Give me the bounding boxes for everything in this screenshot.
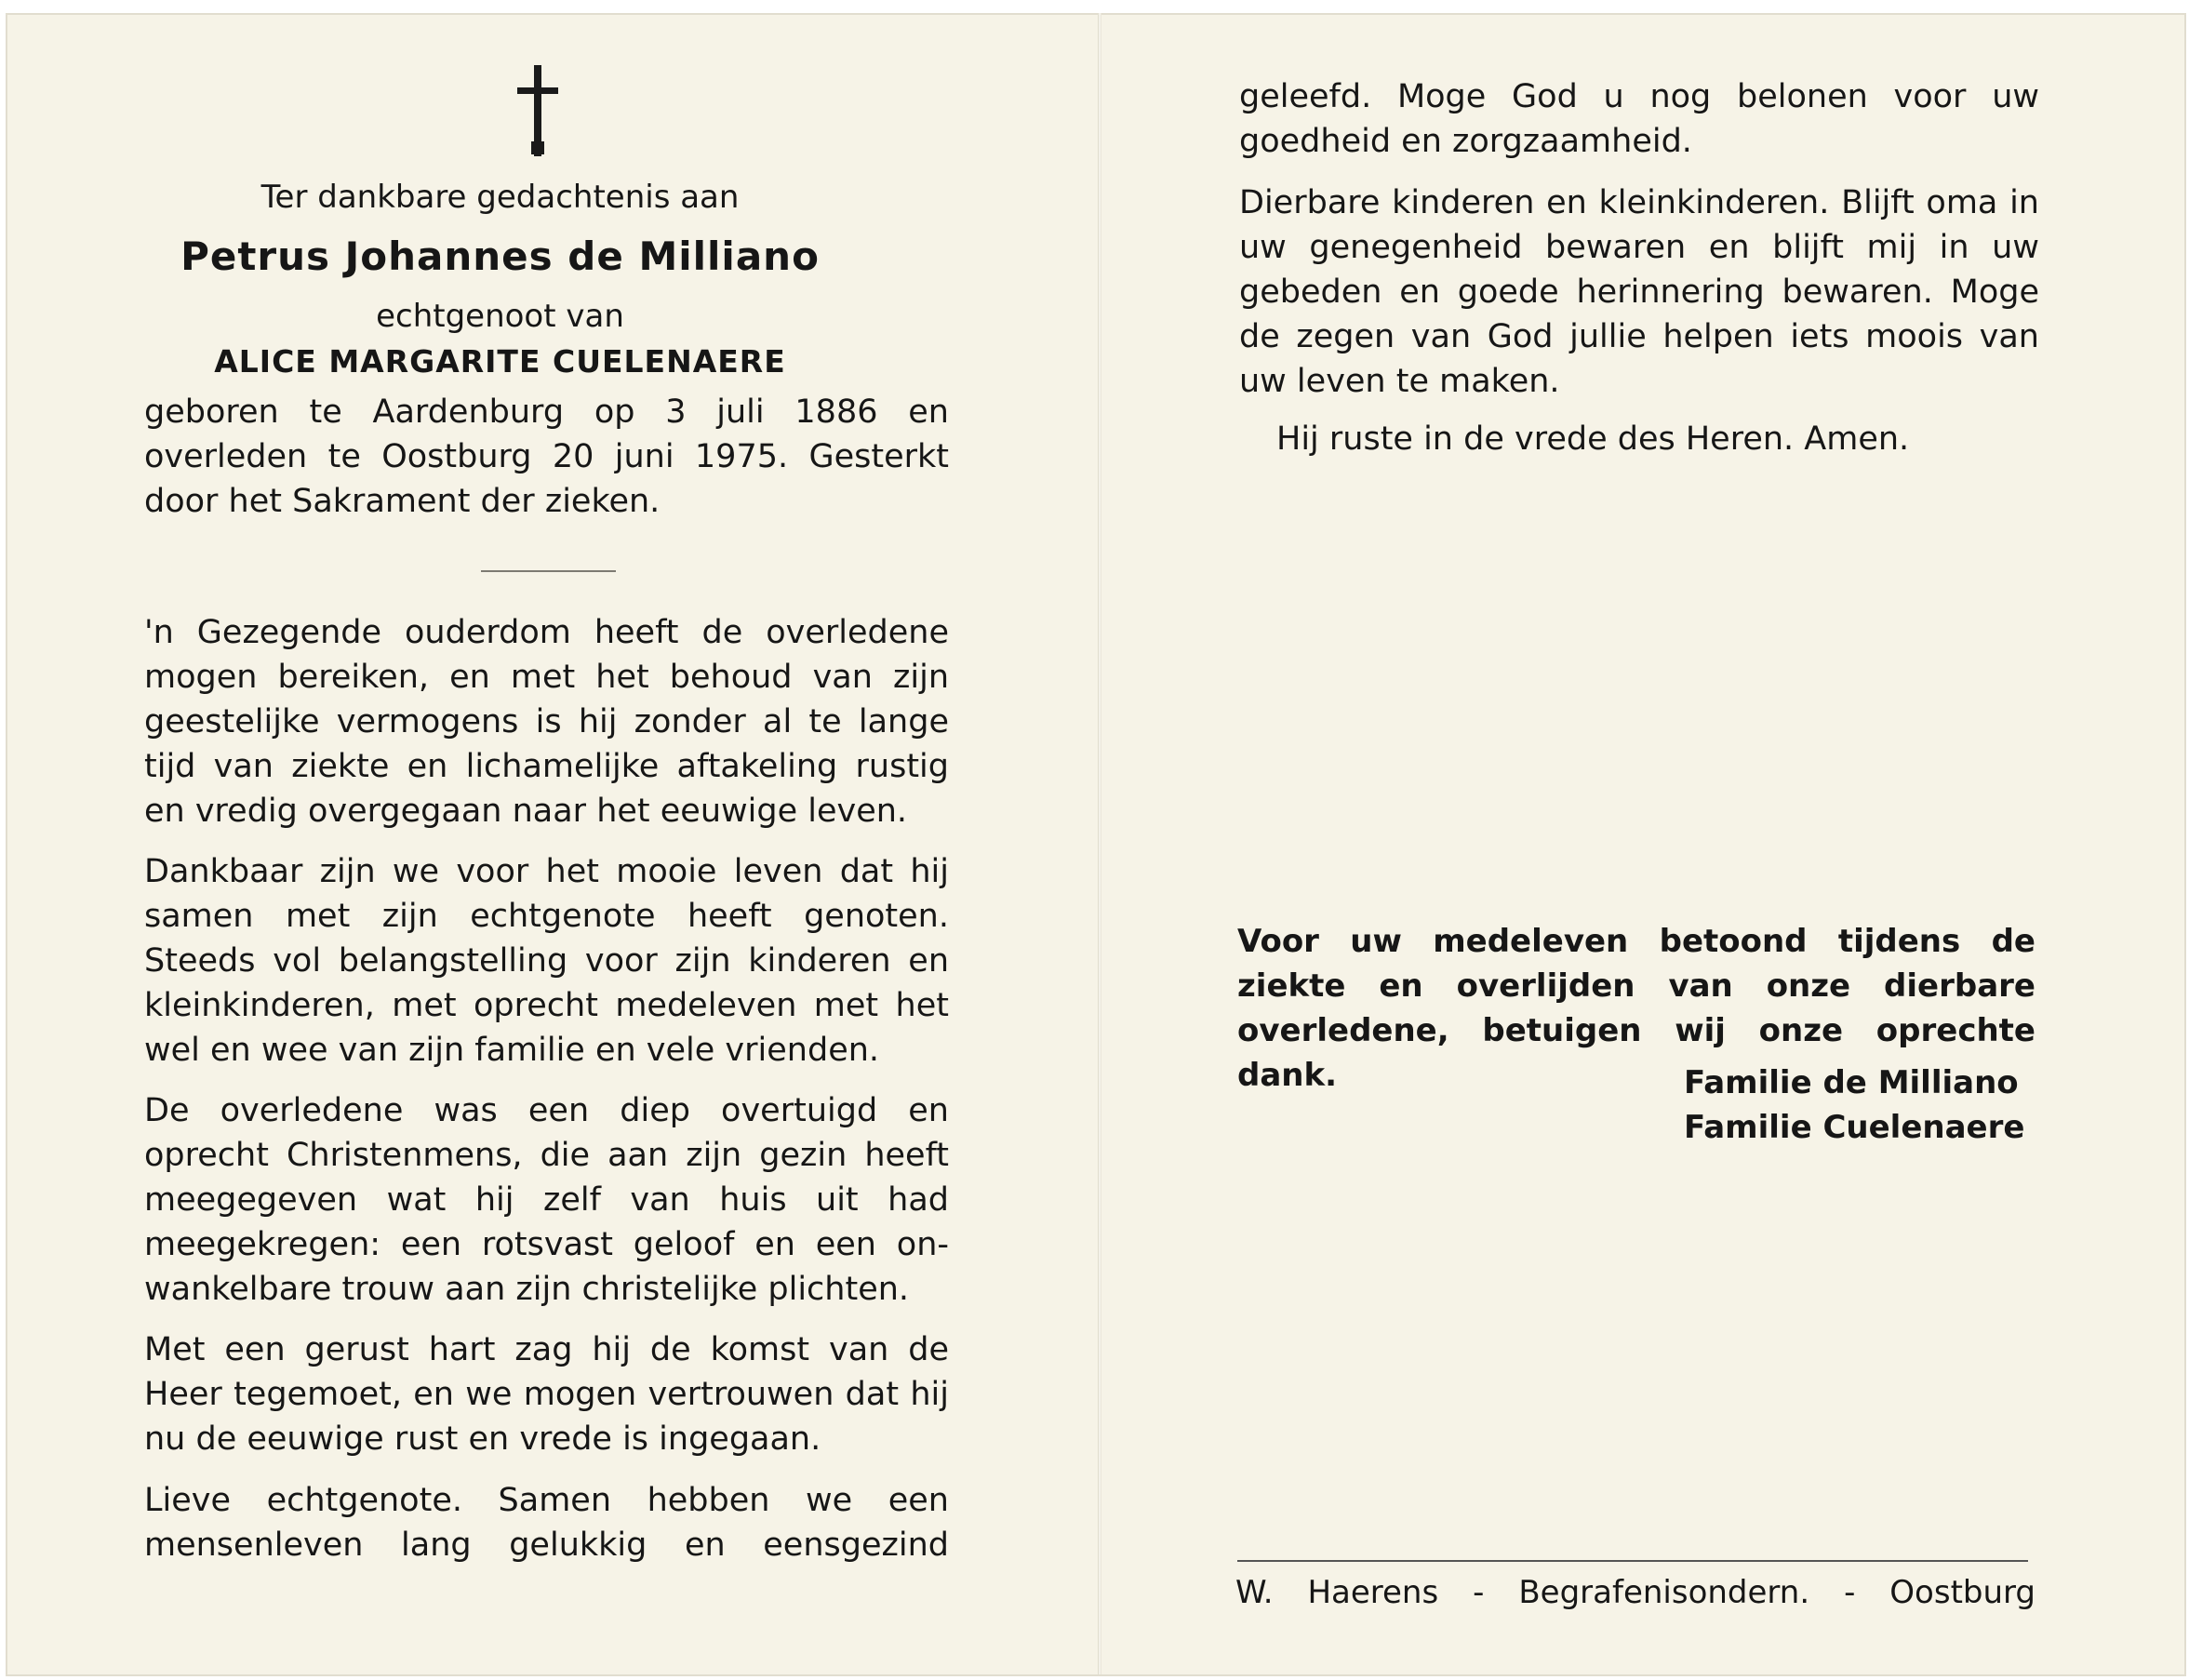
family-name: Familie de Milliano	[1684, 1064, 2019, 1101]
cross-icon	[517, 65, 558, 156]
paragraph-4: Met een gerust hart zag hij de komst van de Heer tegemoet, en we mogen vertrouwen dat hij nu de eeuwige rust en vrede is ingegaan.	[144, 1331, 949, 1458]
right-page	[1239, 74, 2039, 461]
birth-death-text: geboren te Aardenburg op 3 juli 1886 en overleden te Oostburg 20 juni 1975. Gesterkt door het Sakrament der zieken.	[144, 393, 949, 520]
paragraph-5: Lieve echtgenote. Samen hebben we een mensenleven lang gelukkig en eensgezind	[144, 1481, 949, 1564]
thanks-text: Voor uw medeleven betoond tijdens de ziekte en overlijden van onze dierbare overledene, betuigen wij onze oprechte dank.	[1237, 923, 2036, 1094]
footer-rule	[1237, 1560, 2028, 1562]
paragraph-3: De overledene was een diep overtuigd en oprecht Christenmens, die aan zijn gezin heeft meegegeven wat hij zelf van huis uit had meegekregen: een rotsvast geloof en een on-wankelbare trouw aan zijn christelijke plichten.	[144, 1092, 949, 1308]
paragraph-6: geleefd. Moge God u nog belonen voor uw goedheid en zorgzaamheid.	[1239, 78, 2039, 160]
short-rule	[481, 570, 616, 572]
left-page	[144, 65, 949, 1567]
family-name: Familie Cuelenaere	[1684, 1109, 2025, 1146]
spouse-name: ALICE MARGARITE CUELENAERE	[214, 343, 786, 380]
card-fold	[1098, 13, 1101, 1674]
printer-credit: W. Haerens - Begrafenisondern. - Oostburg	[1235, 1574, 2036, 1611]
families-signature	[1582, 1060, 2037, 1150]
relation-line: echtgenoot van	[376, 298, 624, 335]
deceased-name: Petrus Johannes de Milliano	[180, 233, 820, 279]
paragraph-2: Dankbaar zijn we voor het mooie leven dat hij samen met zijn echtgenote heeft genoten. Steeds vol belangstelling voor zijn kinderen en kleinkinderen, met oprecht medeleven met het wel en wee van zijn familie en vele vrienden.	[144, 853, 949, 1069]
cross-icon-wrap	[126, 65, 949, 158]
intro-line: Ter dankbare gedachtenis aan	[260, 179, 740, 216]
paragraph-1: 'n Gezegende ouderdom heeft de overledene mogen bereiken, en met het behoud van zijn geestelijke vermogens is hij zonder al te lange tijd van ziekte en lichamelijke aftakeling rustig en vredig overgegaan naar het eeuwige leven.	[144, 614, 949, 830]
closing-prayer: Hij ruste in de vrede des Heren. Amen.	[1276, 420, 1910, 458]
paragraph-7: Dierbare kinderen en kleinkinderen. Blijft oma in uw genegenheid bewaren en blijft mij in uw gebeden en goede herinnering bewaren. Moge de zegen van God jullie helpen iets moois van uw leven te maken.	[1239, 184, 2039, 400]
